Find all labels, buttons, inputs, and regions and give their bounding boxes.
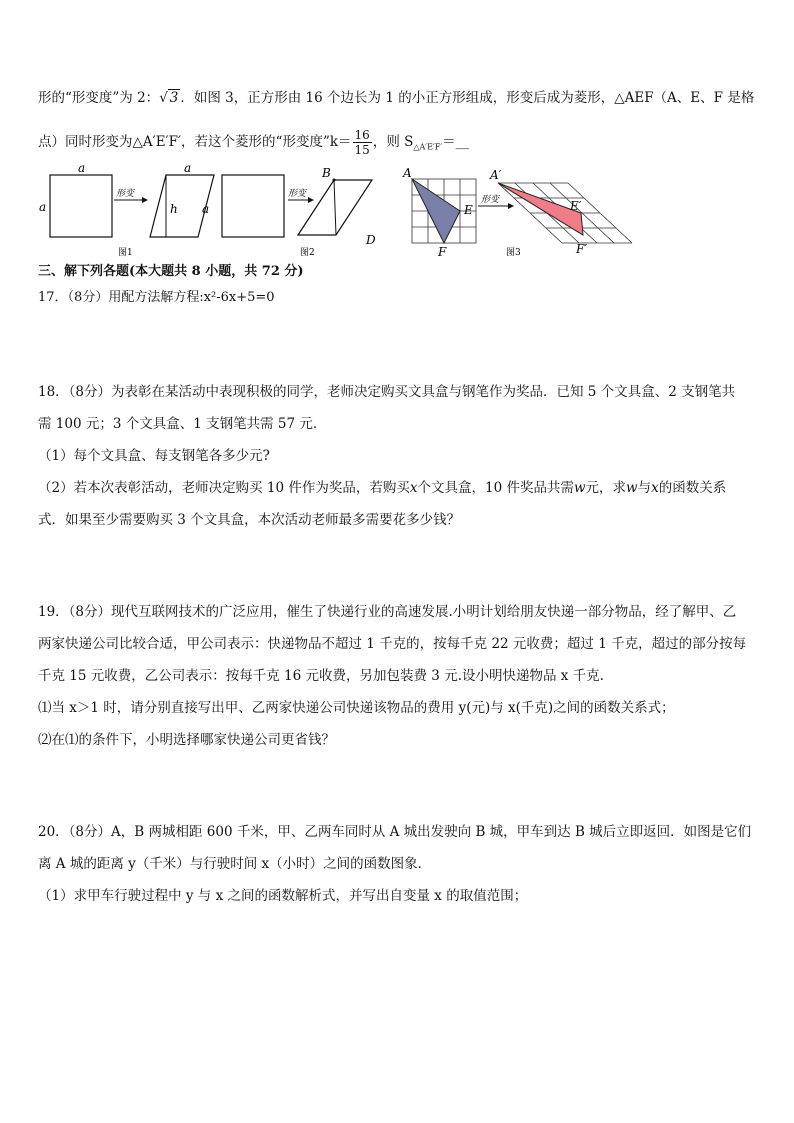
question-18-line4: （2）若本次表彰活动，老师决定购买 10 件作为奖品，若购买x个文具盒，10 件奖品共需w元，求w与x的函数关系	[38, 480, 727, 496]
question-19-line1: 19．（8分）现代互联网技术的广泛应用，催生了快递行业的高速发展.小明计划给朋友快递一部分物品，经了解甲、乙	[38, 604, 737, 620]
fig1-para-top-label: a	[184, 163, 192, 175]
q16-line2-text-c: ＝__	[442, 134, 470, 150]
fig2-label-d: D	[366, 233, 376, 247]
question-20-line1: 20．（8分）A，B 两城相距 600 千米，甲、乙两车同时从 A 城出发驶向 B 城，甲车到达 B 城后立即返回．如图是它们	[38, 824, 752, 840]
question-19-line2: 两家快递公司比较合适，甲公司表示：快递物品不超过 1 千克的，按每千克 22 元收费；超过 1 千克，超过的部分按每	[38, 636, 747, 652]
area-subscript: △A′E′F′	[413, 142, 443, 152]
fig2-square	[222, 175, 284, 237]
q16-line2	[38, 128, 469, 158]
fig1-arrow-label: 形变	[116, 189, 135, 199]
fig1-caption: 图1	[118, 248, 133, 258]
question-18-line1: 18．（8分）为表彰在某活动中表现积极的同学，老师决定购买文具盒与钢笔作为奖品．已知 5 个文具盒、2 支钢笔共	[38, 384, 736, 400]
fig2-label-b: B	[322, 166, 331, 180]
q16-line2-text-b: ，则 S	[372, 134, 414, 150]
fig1-square-left-label: a	[39, 200, 47, 214]
fig2-arrow-head	[308, 197, 314, 203]
question-19-line3: 千克 15 元收费，乙公司表示：按每千克 16 元收费，另加包装费 3 元.设小明快递物品 x 千克.	[38, 668, 604, 684]
question-20-line3: （1）求甲车行驶过程中 y 与 x 之间的函数解析式，并写出自变量 x 的取值范围；	[38, 888, 528, 904]
fig3-label-f2: F′	[576, 242, 588, 256]
var-x: x	[651, 480, 659, 496]
sqrt-3: √ 3	[159, 90, 179, 106]
question-17: 17．（8分）用配方法解方程:x²-6x+5=0	[38, 290, 275, 305]
fig1-para-right-label: a	[202, 202, 210, 216]
fig3-label-e: E	[464, 203, 473, 217]
fig1-square-top-label: a	[78, 163, 86, 175]
fig3-label-a2: A′	[490, 168, 502, 182]
fig3-caption: 图3	[506, 248, 521, 258]
var-w: w	[626, 480, 638, 496]
var-x: x	[409, 480, 418, 496]
fig3-arrow-label: 形变	[481, 195, 500, 205]
fig1-height-label: h	[170, 202, 178, 216]
fig3-arrow-head	[508, 203, 514, 209]
var-w: w	[573, 480, 586, 496]
fig1-square	[50, 175, 112, 237]
fig3-label-f: F	[438, 245, 447, 259]
q16-line1-text-b: ．如图 3，正方形由 16 个边长为 1 的小正方形组成，形变后成为菱形，△AEF（A、E、F 是格	[180, 90, 755, 106]
fig3-label-a: A	[403, 166, 412, 180]
fig2-diagonal	[334, 180, 336, 235]
deformation-figure	[38, 163, 638, 259]
fig3-label-e2: E′	[570, 199, 582, 213]
fig2-arrow-label: 形变	[288, 189, 307, 199]
fraction-16-15: $\frac{16}{15}$	[354, 128, 370, 157]
fig2-point-b	[333, 179, 336, 182]
question-19-line5: ⑵在⑴的条件下，小明选择哪家快递公司更省钱？	[38, 732, 335, 748]
question-18-line2: 需 100 元；3 个文具盒、1 支钢笔共需 57 元．	[38, 416, 327, 432]
fig1-arrow-head	[142, 197, 148, 203]
q16-line1-text-a: 形的“形变度”为 2：	[38, 90, 160, 106]
q16-line2-text-a: 点）同时形变为△A′E′F′，若这个菱形的“形变度”k＝	[38, 134, 352, 150]
question-19-line4: ⑴当 x＞1 时，请分别直接写出甲、乙两家快递公司快递该物品的费用 y(元)与 x(千克)之间的函数关系式；	[38, 700, 675, 716]
q16-line1	[38, 88, 754, 108]
question-18-line3: （1）每个文具盒、每支钢笔各多少元?	[38, 448, 270, 464]
section-heading: 三、解下列各题(本大题共 8 小题，共 72 分)	[38, 264, 304, 279]
fig2-caption: 图2	[300, 248, 315, 258]
question-18-line5: 式．如果至少需要购买 3 个文具盒，本次活动老师最多需要花多少钱？	[38, 512, 461, 528]
question-20-line2: 离 A 城的距离 y（千米）与行驶时间 x（小时）之间的函数图象．	[38, 856, 432, 872]
